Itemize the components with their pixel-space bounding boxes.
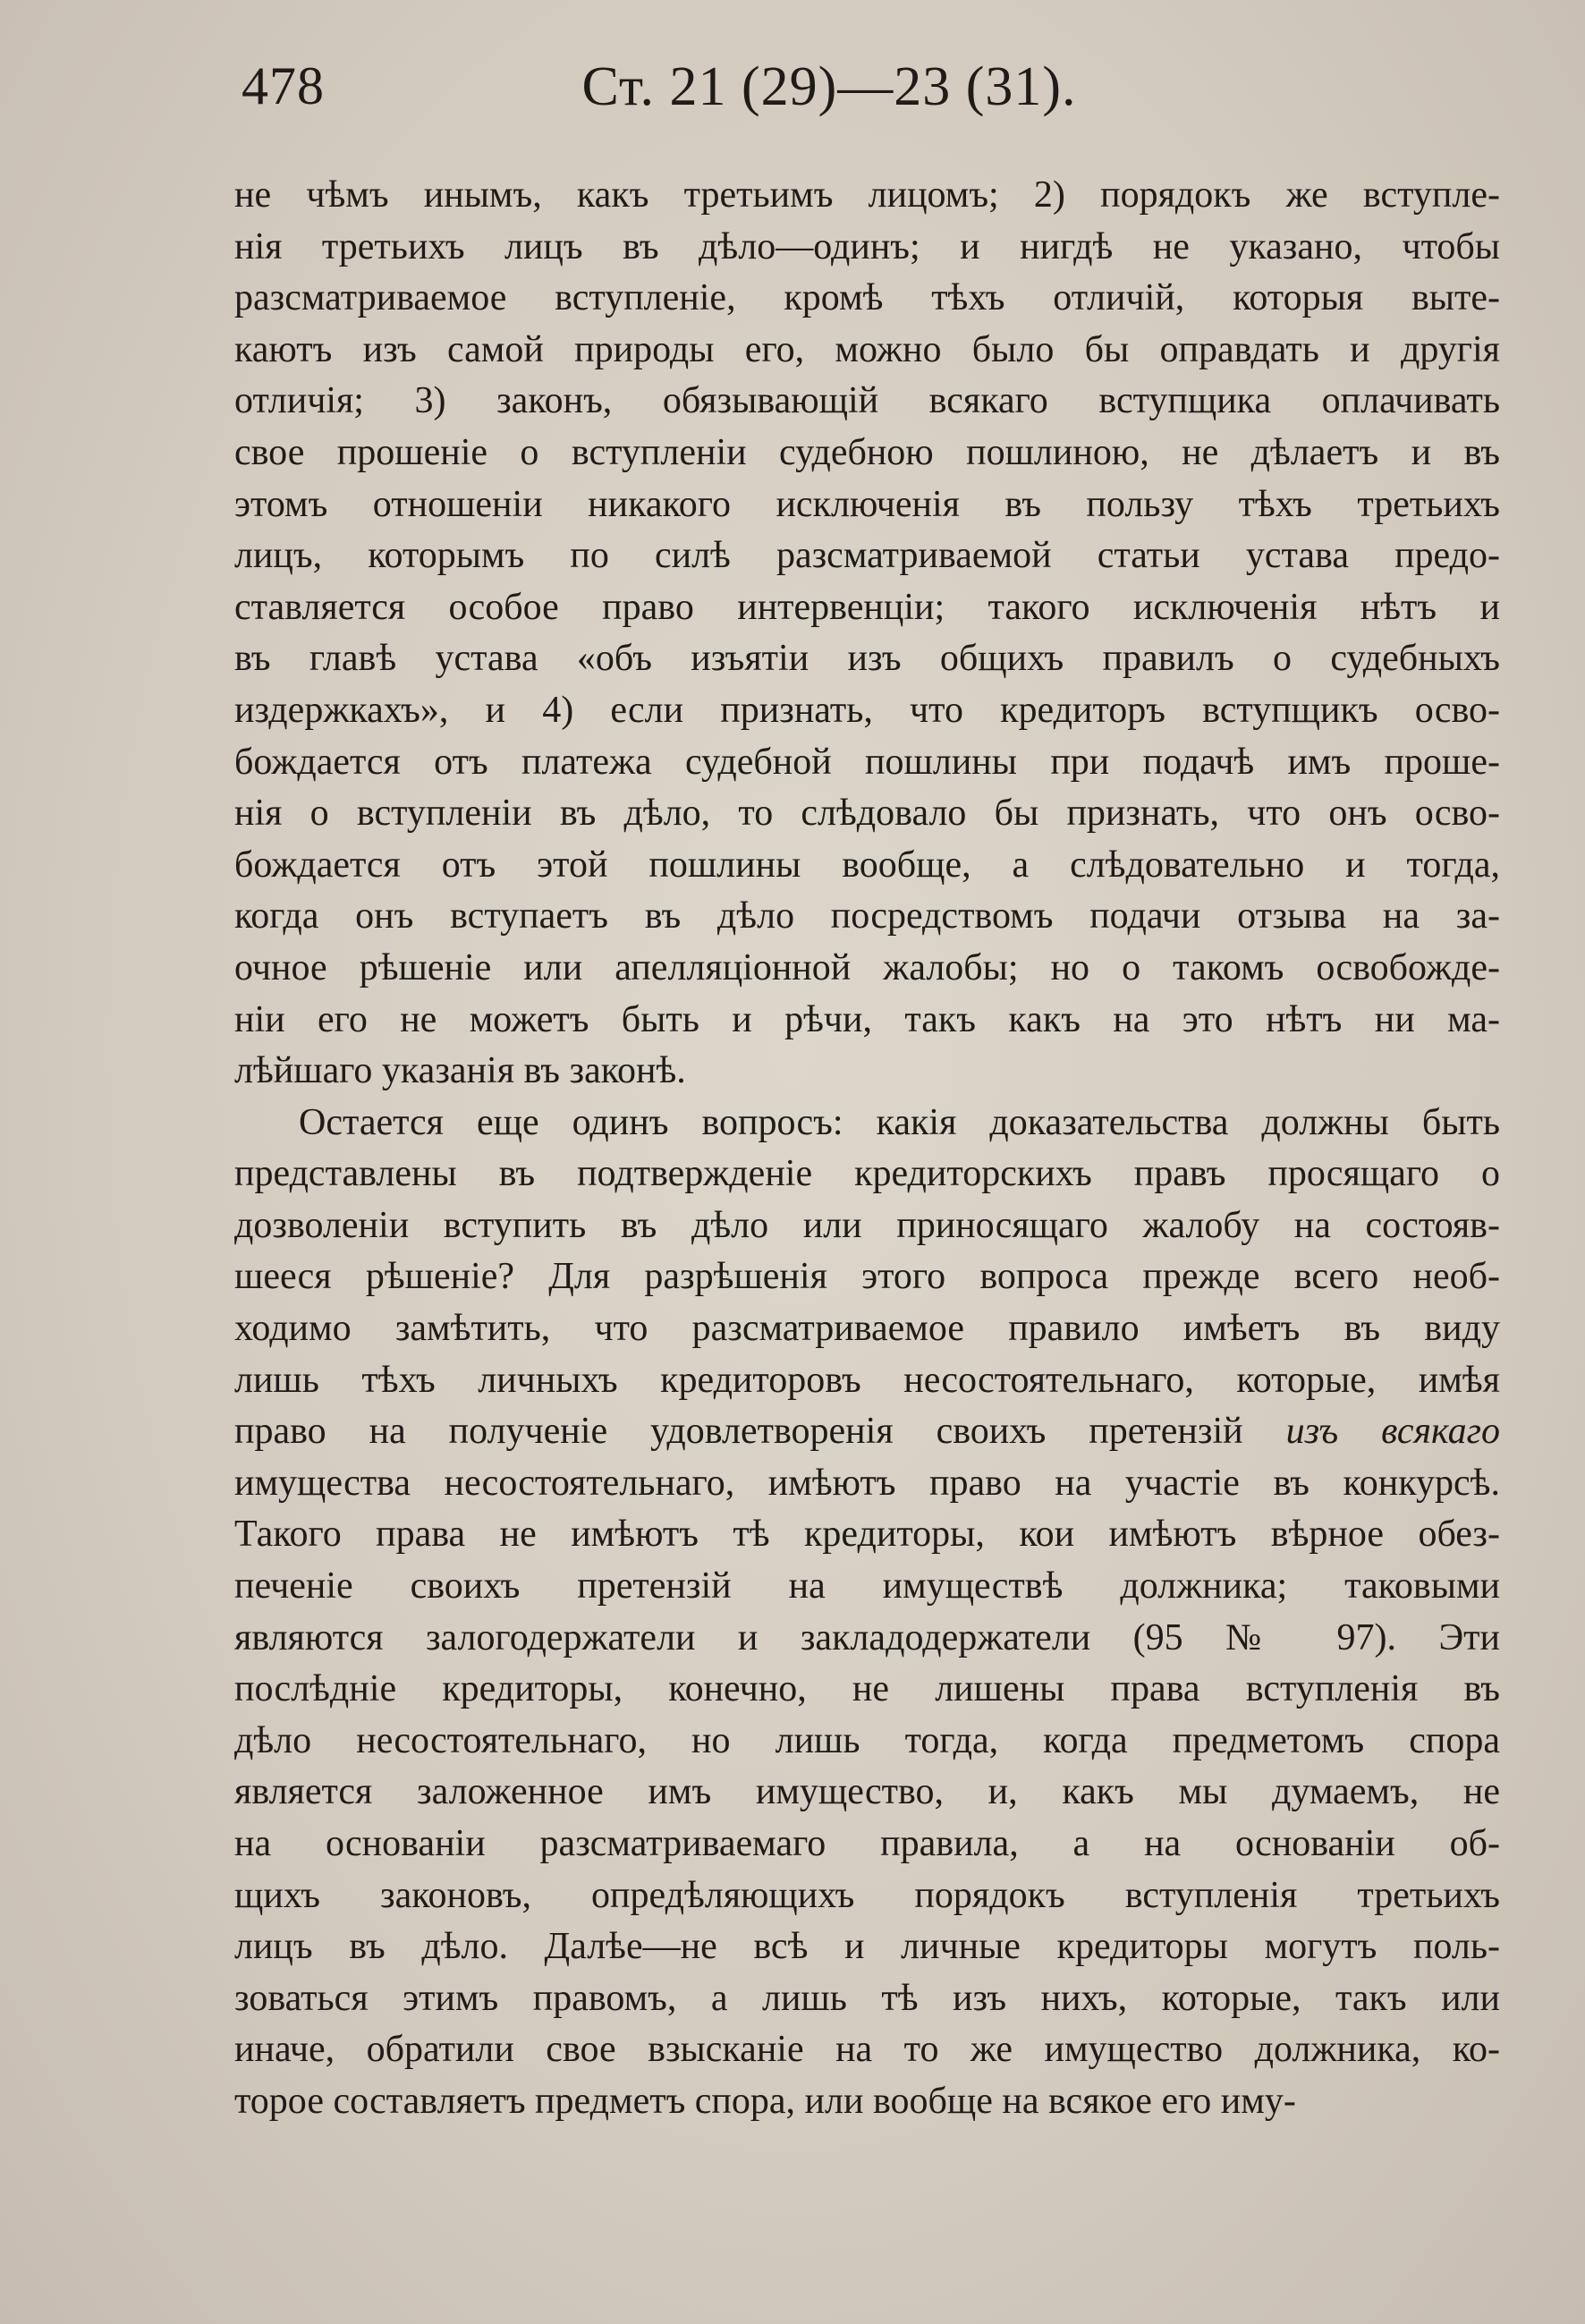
text-line: на основаніи разсматриваемаго правила, а на основаніи об- <box>234 1823 1500 1864</box>
text-line: является заложенное имъ имущество, и, какъ мы думаемъ, не <box>234 1771 1500 1813</box>
text-line: ходимо замѣтить, что разсматриваемое правило имѣетъ въ виду <box>234 1308 1500 1350</box>
text-line: лѣйшаго указанія въ законѣ. <box>234 1050 686 1092</box>
text-line: нія третьихъ лицъ въ дѣло—одинъ; и нигдѣ не указано, чтобы <box>234 225 1500 267</box>
text-line: иначе, обратили свое взысканіе на то же имущество должника, ко- <box>234 2029 1500 2071</box>
text-line: имущества несостоятельнаго, имѣютъ право на участіе въ конкурсѣ. <box>234 1462 1500 1504</box>
text-line: этомъ отношеніи никакого исключенія въ пользу тѣхъ третьихъ <box>234 483 1500 525</box>
page-header <box>234 55 1424 127</box>
text-line: дозволеніи вступить въ дѣло или приносящаго жалобу на состояв- <box>234 1204 1500 1246</box>
text-line: ніи его не можетъ быть и рѣчи, такъ какъ на это нѣтъ ни ма- <box>234 998 1500 1040</box>
text-line: очное рѣшеніе или апелляціонной жалобы; но о такомъ освобожде- <box>234 946 1500 988</box>
text-line: право на полученіе удовлетворенія своихъ претензій изъ всякаго <box>234 1411 1500 1453</box>
text-line: послѣдніе кредиторы, конечно, не лишены права вступленія въ <box>234 1668 1500 1710</box>
text-line: щихъ законовъ, опредѣляющихъ порядокъ вступленія третьихъ <box>234 1874 1500 1916</box>
text-line: нія о вступленіи въ дѣло, то слѣдовало бы признать, что онъ осво- <box>234 793 1500 835</box>
text-line: зоваться этимъ правомъ, а лишь тѣ изъ нихъ, которые, такъ или <box>234 1977 1500 2019</box>
text-line: являются залогодержатели и закладодержатели (95 № 97). Эти <box>234 1616 1500 1658</box>
text-line: представлены въ подтвержденіе кредиторскихъ правъ просящаго о <box>234 1153 1500 1195</box>
text-line: издержкахъ», и 4) если признать, что кредиторъ вступщикъ осво- <box>234 689 1500 731</box>
paragraph <box>234 170 1500 1098</box>
text-line: дѣло несостоятельнаго, но лишь тогда, когда предметомъ спора <box>234 1719 1500 1761</box>
text-line: ставляется особое право интервенціи; такого исключенія нѣтъ и <box>234 586 1500 628</box>
text-line: бождается отъ платежа судебной пошлины при подачѣ имъ проше- <box>234 741 1500 783</box>
running-head: Ст. 21 (29)—23 (31). <box>581 56 1077 117</box>
text-line: лишь тѣхъ личныхъ кредиторовъ несостоятельнаго, которые, имѣя <box>234 1359 1500 1401</box>
page-number: 478 <box>242 56 325 115</box>
text-line: Остается еще одинъ вопросъ: какія доказательства должны быть <box>299 1101 1500 1143</box>
text-line: шееся рѣшеніе? Для разрѣшенія этого вопроса прежде всего необ- <box>234 1256 1500 1298</box>
text-line: бождается отъ этой пошлины вообще, а слѣдовательно и тогда, <box>234 844 1500 886</box>
text-line: не чѣмъ инымъ, какъ третьимъ лицомъ; 2) порядокъ же вступле- <box>234 174 1500 216</box>
text-line: свое прошеніе о вступленіи судебною пошлиною, не дѣлаетъ и въ <box>234 431 1500 473</box>
text-line: отличія; 3) законъ, обязывающій всякаго вступщика оплачивать <box>234 380 1500 422</box>
italic-phrase: изъ всякаго <box>1285 1411 1500 1453</box>
text-line: разсматриваемое вступленіе, кромѣ тѣхъ отличій, которыя выте- <box>234 277 1500 319</box>
text-line: лицъ, которымъ по силѣ разсматриваемой статьи устава предо- <box>234 535 1500 577</box>
text-line: въ главѣ устава «объ изъятіи изъ общихъ правилъ о судебныхъ <box>234 638 1500 680</box>
text-line: когда онъ вступаетъ въ дѣло посредствомъ подачи отзыва на за- <box>234 895 1500 937</box>
text-line: Такого права не имѣютъ тѣ кредиторы, кои имѣютъ вѣрное обез- <box>234 1514 1500 1556</box>
text-line: торое составляетъ предметъ спора, или вообще на всякое его иму- <box>234 2080 1296 2122</box>
body-text <box>234 170 1500 2128</box>
paragraph <box>234 1098 1500 2128</box>
text-line: лицъ въ дѣло. Далѣе—не всѣ и личные кредиторы могутъ поль- <box>234 1926 1500 1968</box>
text-line: каютъ изъ самой природы его, можно было бы оправдать и другія <box>234 328 1500 370</box>
text-line: печеніе своихъ претензій на имуществѣ должника; таковыми <box>234 1565 1500 1607</box>
